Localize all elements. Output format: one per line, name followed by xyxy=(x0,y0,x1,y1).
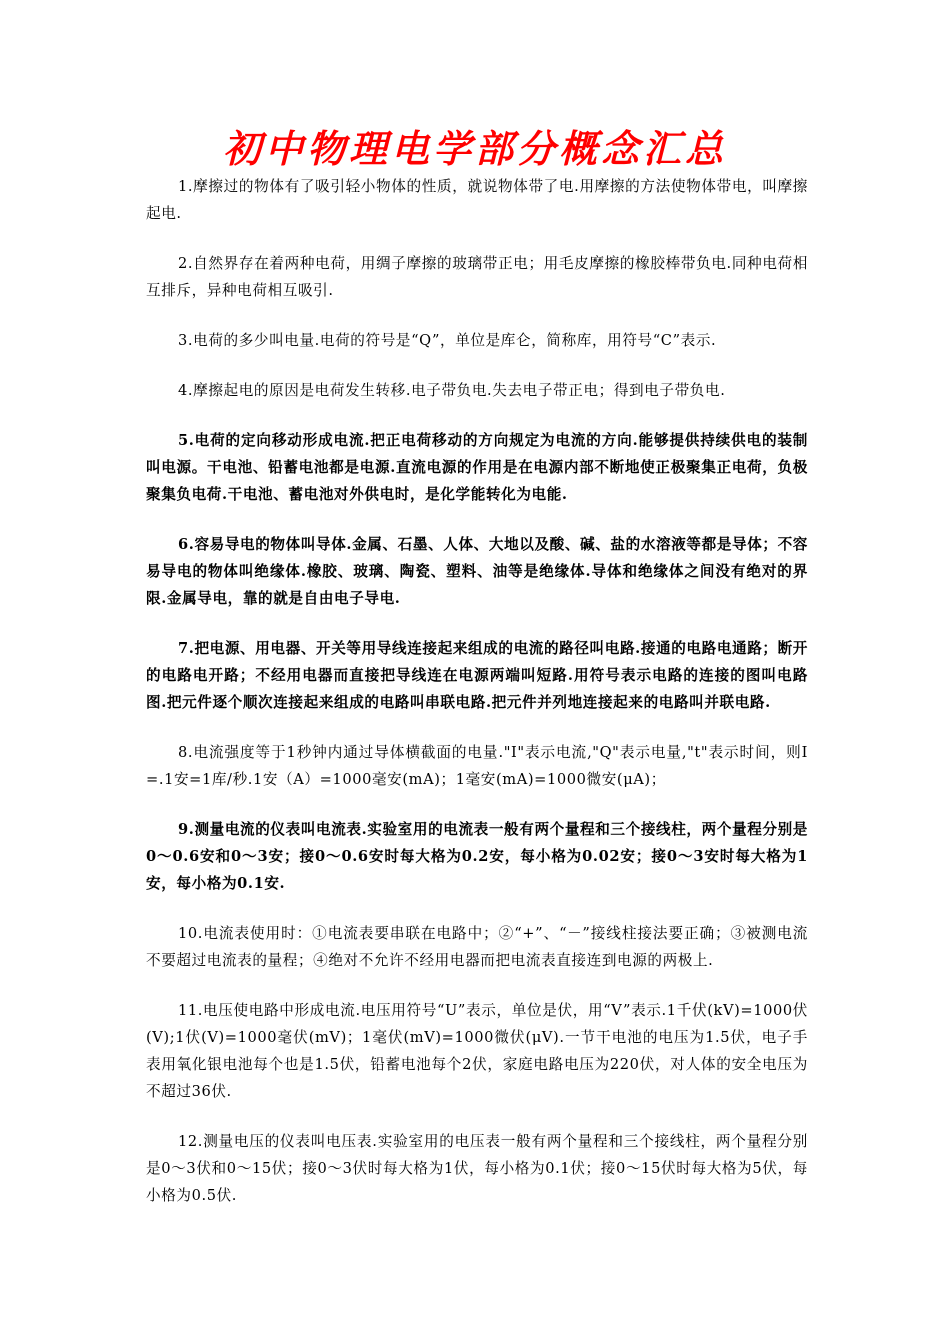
paragraph-5: 5.电荷的定向移动形成电流.把正电荷移动的方向规定为电流的方向.能够提供持续供电的装制叫电源。干电池、铅蓄电池都是电源.直流电源的作用是在电源内部不断地使正极聚集正电荷，负极聚集负电荷.干电池、蓄电池对外供电时，是化学能转化为电能. xyxy=(146,432,808,503)
paragraph-6: 6.容易导电的物体叫导体.金属、石墨、人体、大地以及酸、碱、盐的水溶液等都是导体；不容易导电的物体叫绝缘体.橡胶、玻璃、陶瓷、塑料、油等是绝缘体.导体和绝缘体之间没有绝对的界限.金属导电，靠的就是自由电子导电. xyxy=(146,536,808,607)
paragraph-7: 7.把电源、用电器、开关等用导线连接起来组成的电流的路径叫电路.接通的电路电通路；断开的电路电开路；不经用电器而直接把导线连在电源两端叫短路.用符号表示电路的连接的图叫电路图.把元件逐个顺次连接起来组成的电路叫串联电路.把元件并列地连接起来的电路叫并联电路. xyxy=(146,640,808,711)
paragraph-3: 3.电荷的多少叫电量.电荷的符号是“Q”，单位是库仑，简称库，用符号“C”表示. xyxy=(178,332,717,349)
paragraph-9: 9.测量电流的仪表叫电流表.实验室用的电流表一般有两个量程和三个接线柱，两个量程分别是0～0.6安和0～3安；接0～0.6安时每大格为0.2安，每小格为0.02安；接0～3安时每大格为1安，每小格为0.1安. xyxy=(146,821,808,892)
paragraph-1: 1.摩擦过的物体有了吸引轻小物体的性质，就说物体带了电.用摩擦的方法使物体带电，叫摩擦起电. xyxy=(146,178,808,222)
paragraph-8: 8.电流强度等于1秒钟内通过导体横截面的电量."I"表示电流,"Q"表示电量,"t"表示时间，则I=.1安=1库/秒.1安（A）=1000毫安(mA)；1毫安(mA)=1000微安(μA)； xyxy=(146,744,808,788)
document-body xyxy=(146,173,808,1232)
paragraph-10: 10.电流表使用时：①电流表要串联在电路中；②“+”、“－”接线柱接法要正确；③被测电流不要超过电流表的量程；④绝对不允许不经用电器而把电流表直接连到电源的两极上. xyxy=(146,925,808,969)
paragraph-12: 12.测量电压的仪表叫电压表.实验室用的电压表一般有两个量程和三个接线柱，两个量程分别是0～3伏和0～15伏；接0～3伏时每大格为1伏，每小格为0.1伏；接0～15伏时每大格为5伏，每小格为0.5伏. xyxy=(146,1133,808,1204)
paragraph-4: 4.摩擦起电的原因是电荷发生转移.电子带负电.失去电子带正电；得到电子带负电. xyxy=(178,382,726,399)
paragraph-11: 11.电压使电路中形成电流.电压用符号“U”表示，单位是伏，用“V”表示.1千伏(kV)=1000伏(V);1伏(V)=1000毫伏(mV)；1毫伏(mV)=1000微伏(μV).一节干电池的电压为1.5伏，电子手表用氧化银电池每个也是1.5伏，铅蓄电池每个2伏，家庭电路电压为220伏，对人体的安全电压为不超过36伏. xyxy=(146,1002,808,1100)
paragraph-2: 2.自然界存在着两种电荷，用绸子摩擦的玻璃带正电；用毛皮摩擦的橡胶棒带负电.同种电荷相互排斥，异种电荷相互吸引. xyxy=(146,255,808,299)
document-title: 初中物理电学部分概念汇总 xyxy=(222,126,727,171)
